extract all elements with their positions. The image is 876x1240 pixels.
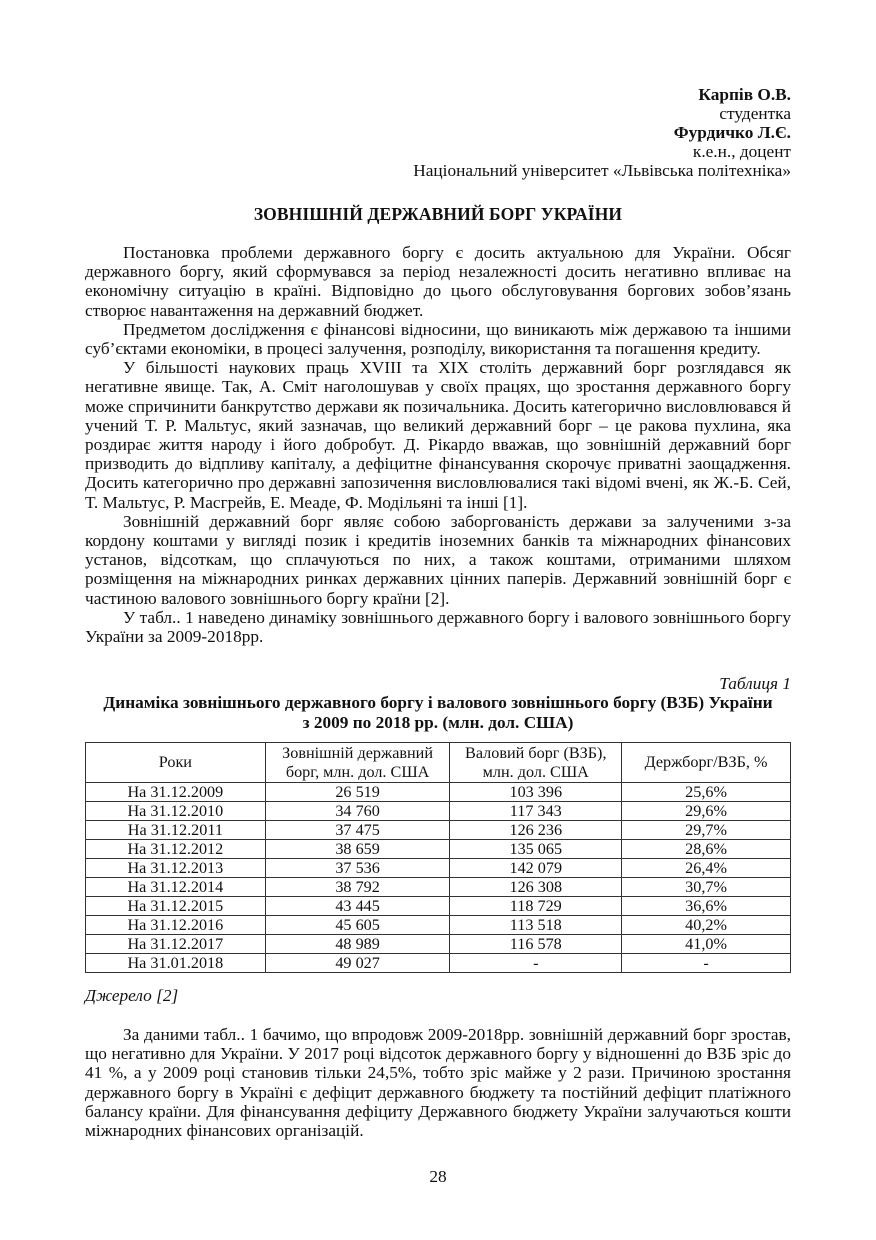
table-header-row — [86, 743, 791, 783]
cell-gross-debt: 126 308 — [450, 878, 622, 897]
cell-ratio: 29,7% — [622, 821, 791, 840]
table-row — [86, 821, 791, 840]
cell-state-debt: 34 760 — [265, 802, 450, 821]
table-row — [86, 916, 791, 935]
cell-date: На 31.12.2015 — [86, 897, 266, 916]
table-row — [86, 859, 791, 878]
cell-gross-debt: 118 729 — [450, 897, 622, 916]
column-header-gross-debt: Валовий борг (ВЗБ), млн. дол. США — [450, 743, 622, 783]
body-section-analysis — [85, 1025, 791, 1140]
author-name: Фурдичко Л.Є. — [673, 123, 791, 142]
table-row — [86, 802, 791, 821]
cell-ratio: 28,6% — [622, 840, 791, 859]
author-name: Карпів О.В. — [698, 85, 791, 104]
table-row — [86, 954, 791, 973]
cell-date: На 31.12.2010 — [86, 802, 266, 821]
cell-state-debt: 48 989 — [265, 935, 450, 954]
paragraph: Предметом дослідження є фінансові відносини, що виникають між державою та іншими суб’єктами економіки, в процесі залучення, розподілу, використання та погашення кредиту. — [85, 319, 791, 359]
table-row — [86, 840, 791, 859]
cell-state-debt: 37 475 — [265, 821, 450, 840]
cell-state-debt: 45 605 — [265, 916, 450, 935]
cell-gross-debt: 142 079 — [450, 859, 622, 878]
cell-date: На 31.12.2013 — [86, 859, 266, 878]
cell-gross-debt: 117 343 — [450, 802, 622, 821]
author-role: студентка — [719, 104, 791, 123]
cell-state-debt: 38 792 — [265, 878, 450, 897]
cell-ratio: 36,6% — [622, 897, 791, 916]
cell-gross-debt: 126 236 — [450, 821, 622, 840]
paragraph: У табл.. 1 наведено динаміку зовнішнього державного боргу і валового зовнішнього боргу України за 2009-2018рр. — [85, 607, 791, 647]
cell-ratio: 26,4% — [622, 859, 791, 878]
author-block — [413, 85, 791, 180]
table-source: Джерело [2] — [85, 986, 179, 1005]
table-title-line: з 2009 по 2018 рр. (млн. дол. США) — [302, 713, 574, 732]
cell-date: На 31.01.2018 — [86, 954, 266, 973]
cell-ratio: 30,7% — [622, 878, 791, 897]
table-row — [86, 783, 791, 802]
cell-gross-debt: 116 578 — [450, 935, 622, 954]
cell-state-debt: 49 027 — [265, 954, 450, 973]
table-title — [81, 693, 795, 733]
cell-state-debt: 38 659 — [265, 840, 450, 859]
cell-gross-debt: 135 065 — [450, 840, 622, 859]
table-label: Таблиця 1 — [719, 674, 791, 693]
column-header-ratio: Держборг/ВЗБ, % — [622, 743, 791, 783]
affiliation: Національний університет «Львівська політехніка» — [413, 161, 791, 180]
cell-ratio: 29,6% — [622, 802, 791, 821]
table-row — [86, 935, 791, 954]
paragraph: Зовнішній державний борг являє собою заборгованість держави за залученими з-за кордону коштами у вигляді позик і кредитів іноземних банків та міжнародних фінансових установ, відсоткам, що сплачуються по них, а також коштами, отриманими шляхом розміщення на міжнародних ринках державних цінних паперів. Державний зовнішній борг є частиною валового зовнішнього боргу країни [2]. — [85, 511, 791, 608]
column-header-years: Роки — [86, 743, 266, 783]
paper-title: ЗОВНІШНІЙ ДЕРЖАВНИЙ БОРГ УКРАЇНИ — [253, 204, 623, 224]
column-header-state-debt: Зовнішній державний борг, млн. дол. США — [265, 743, 450, 783]
cell-gross-debt: 113 518 — [450, 916, 622, 935]
body-section-intro — [85, 243, 791, 646]
cell-ratio: 41,0% — [622, 935, 791, 954]
cell-ratio: - — [622, 954, 791, 973]
cell-date: На 31.12.2014 — [86, 878, 266, 897]
cell-date: На 31.12.2017 — [86, 935, 266, 954]
cell-date: На 31.12.2012 — [86, 840, 266, 859]
cell-date: На 31.12.2016 — [86, 916, 266, 935]
table-row — [86, 897, 791, 916]
cell-gross-debt: - — [450, 954, 622, 973]
cell-state-debt: 43 445 — [265, 897, 450, 916]
cell-ratio: 25,6% — [622, 783, 791, 802]
cell-date: На 31.12.2011 — [86, 821, 266, 840]
cell-ratio: 40,2% — [622, 916, 791, 935]
cell-state-debt: 26 519 — [265, 783, 450, 802]
paragraph: У більшості наукових праць XVIII та XIX століть державний борг розглядався як негативне явище. Так, А. Сміт наголошував у своїх працях, що зростання державного боргу може спричинити банкрутство держави як позичальника. Досить категорично висловлювався й учений Т. Р. Мальтус, який зазначав, що великий державний борг – це ракова пухлина, яка роздирає життя народу і його добробут. Д. Рікардо вважав, що зовнішній державний борг призводить до відпливу капіталу, а дефіцитне фінансування скорочує приватні заощадження. Досить категорично про державні запозичення висловлювалися такі відомі вчені, як Ж.-Б. Сей, Т. Мальтус, Р. Масгрейв, Е. Меаде, Ф. Модільяні та інші [1]. — [85, 358, 791, 512]
cell-state-debt: 37 536 — [265, 859, 450, 878]
paragraph: За даними табл.. 1 бачимо, що впродовж 2009-2018рр. зовнішній державний борг зростав, що негативно для України. У 2017 році відсоток державного боргу у відношенні до ВЗБ зріс до 41 %, а у 2009 році становив тільки 24,5%, тобто зріс майже у 2 рази. Причиною зростання державного боргу в Україні є дефіцит державного бюджету та постійний дефіцит платіжного балансу країни. Для фінансування дефіциту Державного бюджету України залучаються кошти міжнародних фінансових організацій. — [85, 1025, 791, 1141]
table-row — [86, 878, 791, 897]
paragraph: Постановка проблеми державного боргу є досить актуальною для України. Обсяг державного боргу, який сформувався за період незалежності досить негативно впливає на економічну ситуацію в країні. Відповідно до цього обслуговування боргових зобов’язань створює навантаження на державний бюджет. — [85, 243, 791, 320]
cell-date: На 31.12.2009 — [86, 783, 266, 802]
debt-table — [85, 742, 791, 973]
cell-gross-debt: 103 396 — [450, 783, 622, 802]
table-title-line: Динаміка зовнішнього державного боргу і валового зовнішнього боргу (ВЗБ) України — [103, 693, 773, 712]
page-number: 28 — [429, 1167, 447, 1186]
author-role: к.е.н., доцент — [692, 142, 791, 161]
